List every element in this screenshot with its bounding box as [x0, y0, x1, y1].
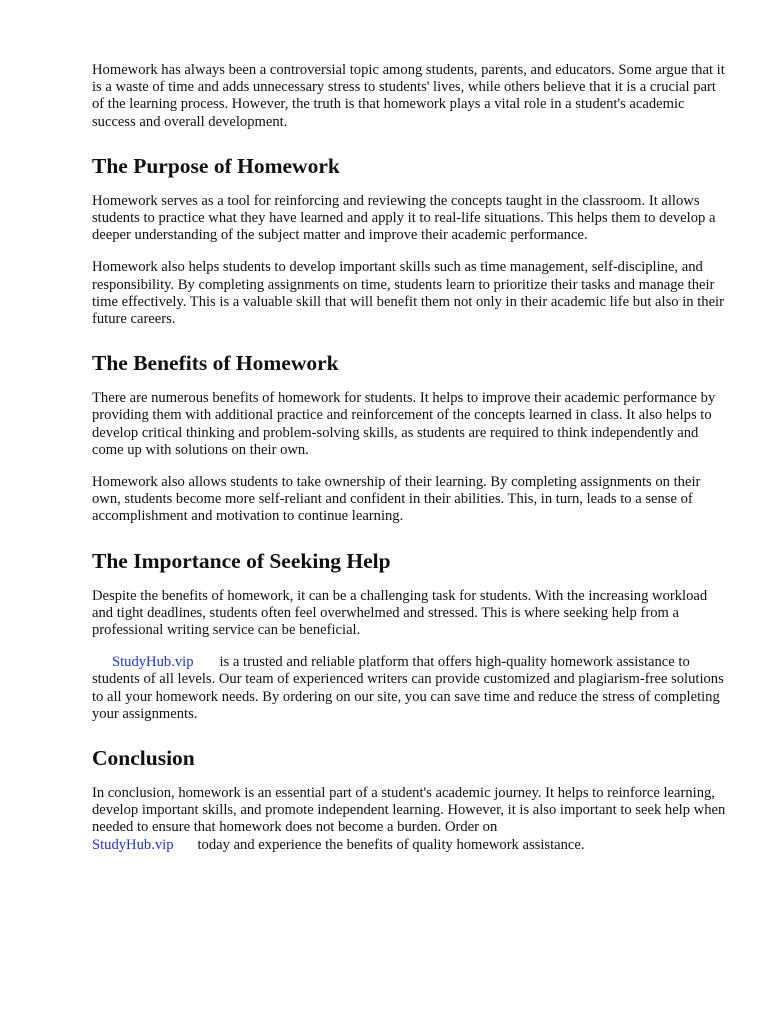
paragraph-benefits-2: Homework also allows students to take ownership of their learning. By completing assignments on their own, students become more self-reliant and confident in their abilities. This, in turn, leads to a sense of accomplishment and motivation to continue learning. [92, 474, 701, 525]
studyhub-link[interactable]: StudyHub.vip [112, 654, 194, 671]
paragraph-purpose-2: Homework also helps students to develop important skills such as time management, self-discipline, and responsibility. By completing assignments on time, students learn to prioritize their tasks and manage their time effectively. This is a valuable skill that will benefit them not only in their academic life but also in their future careers. [92, 259, 724, 328]
studyhub-link-conclusion[interactable]: StudyHub.vip [92, 836, 174, 853]
document-page [92, 62, 728, 854]
paragraph-purpose-1: Homework serves as a tool for reinforcing and reviewing the concepts taught in the classroom. It allows students to practice what they have learned and apply it to real-life situations. This helps them to develop a deeper understanding of the subject matter and improve their academic performance. [92, 192, 716, 244]
paragraph-seeking-help-2 [92, 654, 728, 723]
heading-benefits-of-homework: The Benefits of Homework [92, 351, 339, 376]
conclusion-trailing-text: today and experience the benefits of quality homework assistance. [197, 836, 585, 853]
intro-paragraph: Homework has always been a controversial topic among students, parents, and educators. Some argue that it is a waste of time and adds unnecessary stress to students' lives, while others believe that it is a crucial part of the learning process. However, the truth is that homework plays a vital role in a student's academic success and overall development. [92, 62, 725, 130]
paragraph-seeking-help-1: Despite the benefits of homework, it can be a challenging task for students. With the increasing workload and tight deadlines, students often feel overwhelmed and stressed. This is where seeking help from a professional writing service can be beneficial. [92, 587, 708, 639]
paragraph-conclusion [92, 785, 728, 854]
heading-importance-of-seeking-help: The Importance of Seeking Help [92, 548, 391, 573]
seeking-help-2-text: is a trusted and reliable platform that offers high-quality homework assistance to students of all levels. Our team of experienced writers can provide customized and plagiarism-free solutions to all your homework needs. By ordering on our site, you can save time and reduce the stress of completing your assignments. [92, 654, 724, 722]
conclusion-text: In conclusion, homework is an essential part of a student's academic journey. It helps to reinforce learning, develop important skills, and promote independent learning. However, it is also important to seek help when needed to ensure that homework does not become a burden. Order on [92, 785, 726, 836]
heading-purpose-of-homework: The Purpose of Homework [92, 153, 340, 178]
heading-conclusion: Conclusion [92, 746, 195, 771]
paragraph-benefits-1: There are numerous benefits of homework for students. It helps to improve their academic performance by providing them with additional practice and reinforcement of the concepts learned in class. It also helps to develop critical thinking and problem-solving skills, as students are required to think independently and come up with solutions on their own. [92, 390, 716, 458]
